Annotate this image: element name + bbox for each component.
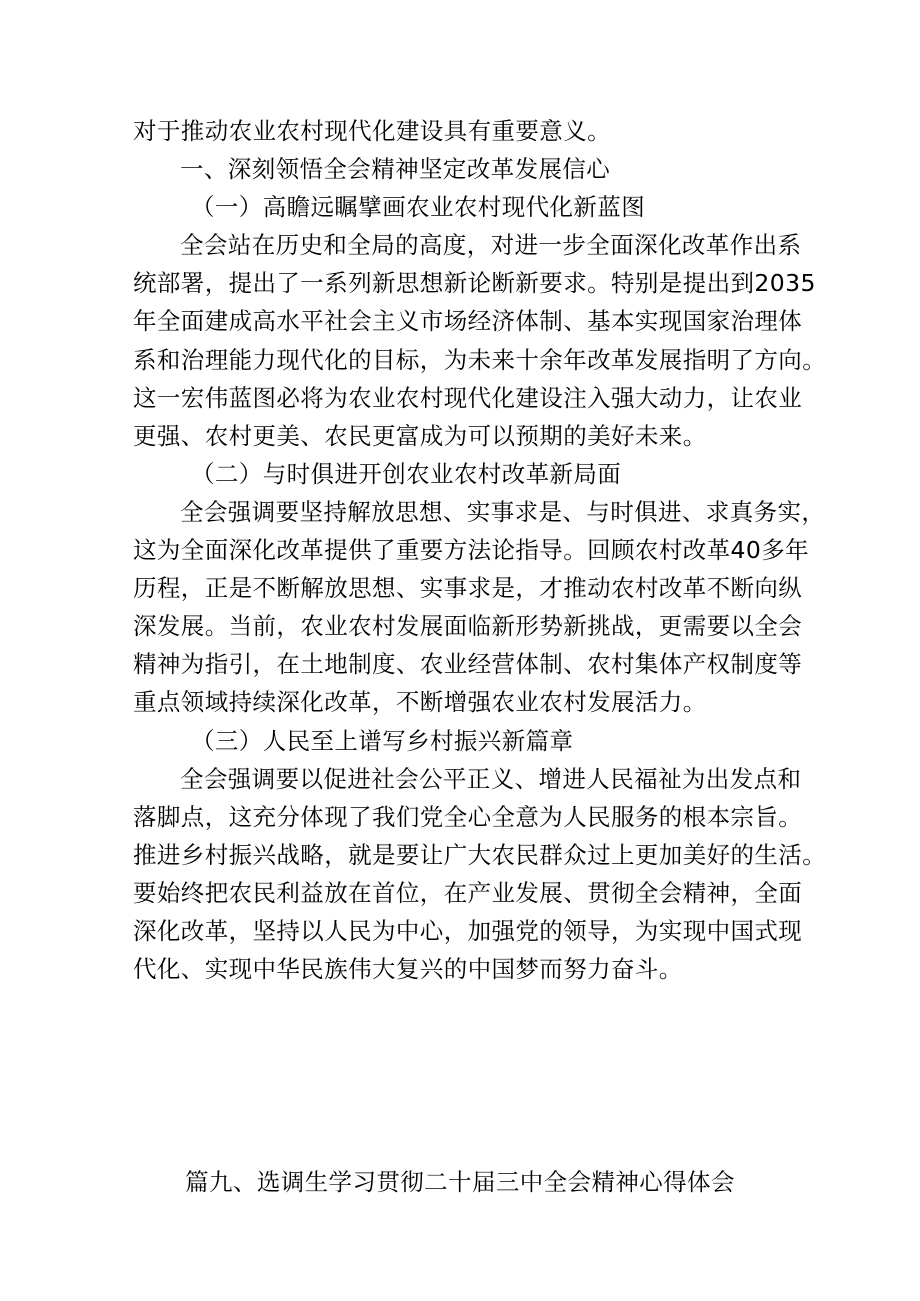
paragraph-line: 深发展。当前，农业农村发展面临新形势新挑战，更需要以全会 xyxy=(133,612,803,641)
subsection-heading-2: （二）与时俱进开创农业农村改革新局面 xyxy=(191,459,622,488)
chapter-title: 篇九、选调生学习贯彻二十届三中全会精神心得体会 xyxy=(185,1168,735,1196)
paragraph-line: 全会强调要以促进社会公平正义、增进人民福祉为出发点和 xyxy=(180,764,802,793)
paragraph-continuation-line: 对于推动农业农村现代化建设具有重要意义。 xyxy=(133,117,611,145)
article-body xyxy=(133,112,827,988)
subsection-heading-1: （一）高瞻远瞩擘画农业农村现代化新蓝图 xyxy=(191,193,646,222)
subsection-heading-3: （三）人民至上谱写乡村振兴新篇章 xyxy=(191,726,574,755)
section-heading-1: 一、深刻领悟全会精神坚定改革发展信心 xyxy=(180,155,611,184)
paragraph-line: 这一宏伟蓝图必将为农业农村现代化建设注入强大动力，让农业 xyxy=(133,383,803,412)
paragraph-line: 系和治理能力现代化的目标，为未来十余年改革发展指明了方向。 xyxy=(133,345,827,374)
paragraph-line: 代化、实现中华民族伟大复兴的中国梦而努力奋斗。 xyxy=(133,955,683,984)
paragraph-line: 要始终把农民利益放在首位，在产业发展、贯彻全会精神，全面 xyxy=(133,878,803,907)
paragraph-line: 这为全面深化改革提供了重要方法论指导。回顾农村改革40多年 xyxy=(133,536,810,565)
paragraph-line: 重点领域持续深化改革，不断增强农业农村发展活力。 xyxy=(133,688,707,717)
paragraph-line: 精神为指引，在土地制度、农业经营体制、农村集体产权制度等 xyxy=(133,650,803,679)
paragraph-line: 全会站在历史和全局的高度，对进一步全面深化改革作出系 xyxy=(180,231,802,260)
paragraph-line: 推进乡村振兴战略，就是要让广大农民群众过上更加美好的生活。 xyxy=(133,840,827,869)
paragraph-line: 统部署，提出了一系列新思想新论断新要求。特别是提出到2035 xyxy=(133,269,816,298)
paragraph-line: 落脚点，这充分体现了我们党全心全意为人民服务的根本宗旨。 xyxy=(133,802,803,831)
paragraph-line: 年全面建成高水平社会主义市场经济体制、基本实现国家治理体 xyxy=(133,307,803,336)
paragraph-line: 更强、农村更美、农民更富成为可以预期的美好未来。 xyxy=(133,421,707,450)
paragraph-line: 历程，正是不断解放思想、实事求是，才推动农村改革不断向纵 xyxy=(133,574,803,603)
paragraph-line: 深化改革，坚持以人民为中心，加强党的领导，为实现中国式现 xyxy=(133,916,803,945)
paragraph-line: 全会强调要坚持解放思想、实事求是、与时俱进、求真务实， xyxy=(180,497,826,526)
